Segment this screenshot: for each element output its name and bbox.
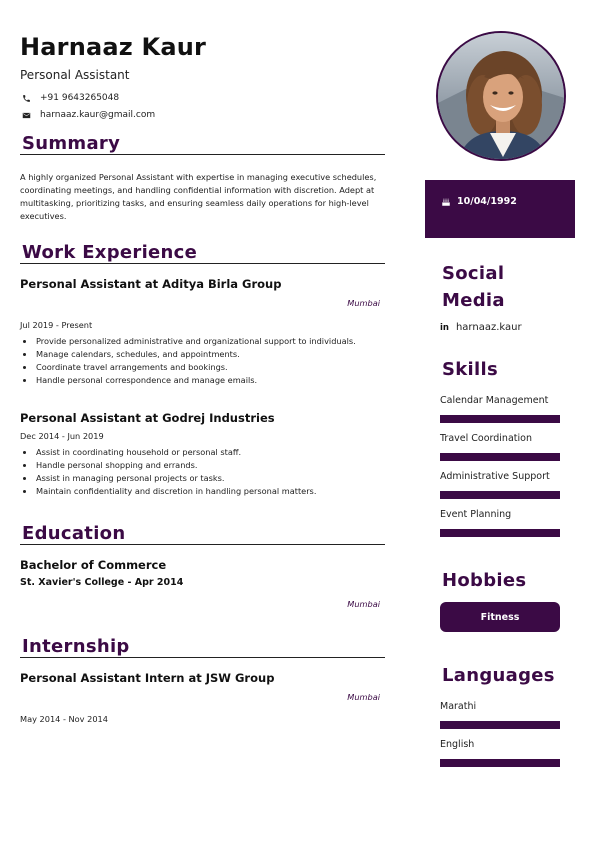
contact-phone bbox=[22, 93, 119, 103]
summary-text: A highly organized Personal Assistant with expertise in managing executive schedules, coordinating meetings, and handling confidential information with discretion. Adept at multitasking, prioritizing tasks, and ensuring seamless daily operations for high-level executives. bbox=[20, 172, 377, 221]
job-2-title: Personal Assistant at Godrej Industries bbox=[20, 411, 275, 425]
language-label: English bbox=[440, 739, 475, 750]
skill-bar bbox=[440, 529, 560, 537]
date-of-birth: 10/04/1992 bbox=[457, 196, 517, 207]
language-bar bbox=[440, 759, 560, 767]
hobbies-heading: Hobbies bbox=[442, 570, 527, 591]
list-item: Assist in managing personal projects or tasks. bbox=[20, 472, 365, 485]
education-school: St. Xavier's College - Apr 2014 bbox=[20, 577, 184, 588]
contact-email bbox=[22, 110, 155, 120]
list-item: Coordinate travel arrangements and bookings. bbox=[20, 361, 365, 374]
phone-icon bbox=[22, 94, 31, 103]
job-1-title: Personal Assistant at Aditya Birla Group bbox=[20, 277, 282, 291]
envelope-icon bbox=[22, 111, 31, 120]
skills-heading: Skills bbox=[442, 359, 498, 380]
hobby-badge: Fitness bbox=[440, 602, 560, 632]
candidate-name: Harnaaz Kaur bbox=[20, 33, 207, 61]
internship-heading: Internship bbox=[20, 636, 385, 658]
list-item: Manage calendars, schedules, and appointments. bbox=[20, 348, 365, 361]
list-item: Provide personalized administrative and organizational support to individuals. bbox=[20, 335, 365, 348]
skill-label: Administrative Support bbox=[440, 471, 550, 482]
list-item: Maintain confidentiality and discretion in handling personal matters. bbox=[20, 485, 365, 498]
phone-number[interactable]: +91 9643265048 bbox=[40, 93, 120, 103]
job-2-dates: Dec 2014 - Jun 2019 bbox=[20, 431, 104, 441]
skill-bar bbox=[440, 453, 560, 461]
education-heading: Education bbox=[20, 523, 385, 545]
social-media-heading: Social Media bbox=[442, 263, 505, 311]
social-linkedin[interactable] bbox=[440, 322, 522, 333]
job-2-bullets bbox=[20, 446, 365, 498]
internship-title: Personal Assistant Intern at JSW Group bbox=[20, 671, 275, 685]
list-item: Handle personal correspondence and manage emails. bbox=[20, 374, 365, 387]
avatar bbox=[436, 31, 566, 161]
language-bar bbox=[440, 721, 560, 729]
linkedin-handle[interactable]: harnaaz.kaur bbox=[455, 322, 522, 333]
job-title-header: Personal Assistant bbox=[20, 68, 130, 82]
profile-photo bbox=[438, 33, 566, 161]
email-address[interactable]: harnaaz.kaur@gmail.com bbox=[40, 110, 156, 120]
summary-heading: Summary bbox=[20, 133, 385, 155]
cake-icon bbox=[441, 197, 451, 207]
language-label: Marathi bbox=[440, 701, 477, 712]
skill-label: Travel Coordination bbox=[440, 433, 532, 444]
skill-bar bbox=[440, 415, 560, 423]
languages-heading: Languages bbox=[442, 665, 555, 686]
education-location: Mumbai bbox=[347, 599, 380, 609]
job-1-bullets bbox=[20, 335, 365, 387]
internship-dates: May 2014 - Nov 2014 bbox=[20, 714, 108, 724]
skill-bar bbox=[440, 491, 560, 499]
job-1-location: Mumbai bbox=[347, 298, 380, 308]
linkedin-icon: in bbox=[440, 322, 449, 333]
skill-label: Event Planning bbox=[440, 509, 512, 520]
list-item: Assist in coordinating household or personal staff. bbox=[20, 446, 365, 459]
education-degree: Bachelor of Commerce bbox=[20, 558, 167, 572]
work-experience-heading: Work Experience bbox=[20, 242, 385, 264]
job-1-dates: Jul 2019 - Present bbox=[20, 320, 93, 330]
list-item: Handle personal shopping and errands. bbox=[20, 459, 365, 472]
internship-location: Mumbai bbox=[347, 692, 380, 702]
date-of-birth-box bbox=[425, 180, 575, 238]
skill-label: Calendar Management bbox=[440, 395, 549, 406]
